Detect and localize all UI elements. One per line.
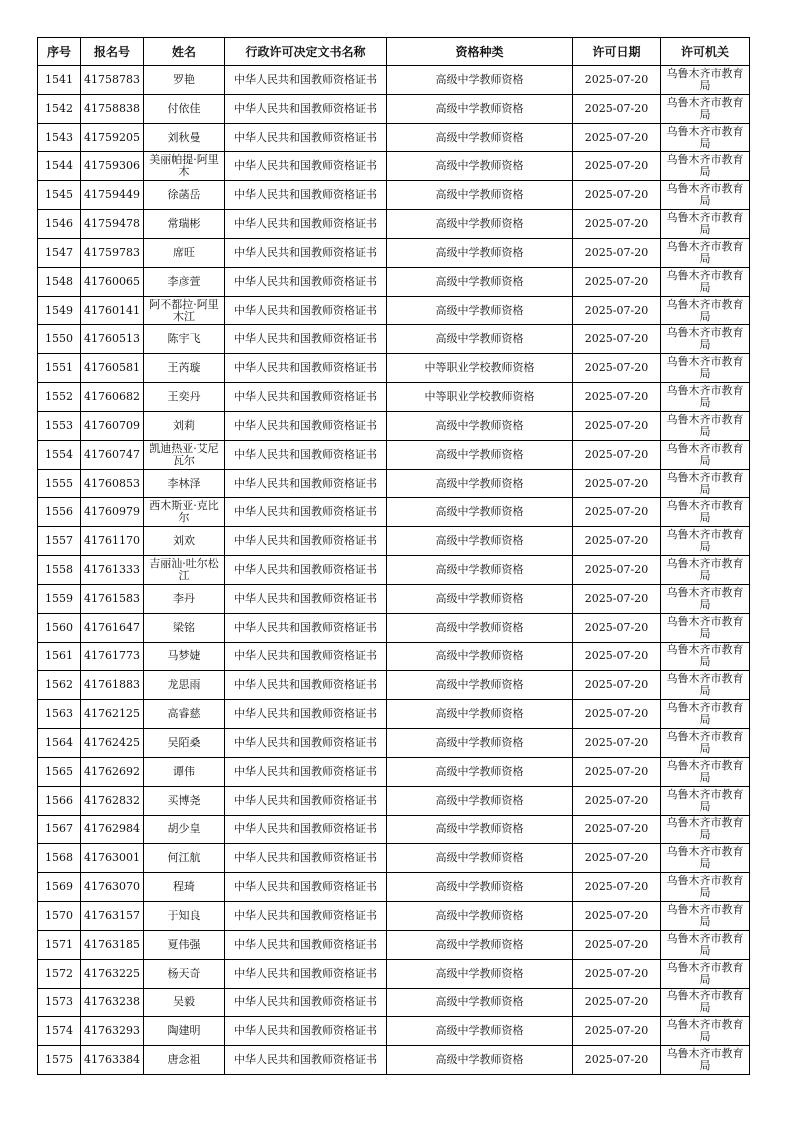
cell-registration-number: 41761170 [81,527,144,556]
cell-license-date: 2025-07-20 [573,815,661,844]
table-row [38,873,750,902]
cell-licensing-authority: 乌鲁木齐市教育局 [661,411,750,440]
cell-index: 1544 [38,152,81,181]
cell-name: 王芮璇 [144,354,225,383]
cell-name: 唐念祖 [144,1046,225,1075]
cell-registration-number: 41762984 [81,815,144,844]
cell-registration-number: 41762692 [81,757,144,786]
table-row [38,729,750,758]
cell-registration-number: 41760682 [81,383,144,412]
cell-licensing-authority: 乌鲁木齐市教育局 [661,613,750,642]
cell-license-date: 2025-07-20 [573,411,661,440]
cell-name: 美丽帕提·阿里木 [144,152,225,181]
cell-qualification-type: 高级中学教师资格 [387,902,573,931]
cell-index: 1551 [38,354,81,383]
cell-registration-number: 41759205 [81,123,144,152]
cell-licensing-authority: 乌鲁木齐市教育局 [661,152,750,181]
table-body [38,66,750,1075]
cell-license-date: 2025-07-20 [573,671,661,700]
table-row [38,94,750,123]
cell-document-name: 中华人民共和国教师资格证书 [225,440,387,469]
cell-licensing-authority: 乌鲁木齐市教育局 [661,238,750,267]
cell-license-date: 2025-07-20 [573,786,661,815]
cell-qualification-type: 高级中学教师资格 [387,556,573,585]
cell-name: 付依佳 [144,94,225,123]
cell-document-name: 中华人民共和国教师资格证书 [225,527,387,556]
cell-index: 1550 [38,325,81,354]
cell-qualification-type: 高级中学教师资格 [387,757,573,786]
cell-registration-number: 41761883 [81,671,144,700]
cell-qualification-type: 高级中学教师资格 [387,469,573,498]
cell-license-date: 2025-07-20 [573,642,661,671]
cell-qualification-type: 高级中学教师资格 [387,671,573,700]
cell-name: 陈宇飞 [144,325,225,354]
cell-licensing-authority: 乌鲁木齐市教育局 [661,1017,750,1046]
table-row [38,267,750,296]
cell-license-date: 2025-07-20 [573,930,661,959]
header-document-name: 行政许可决定文书名称 [225,38,387,66]
cell-registration-number: 41759783 [81,238,144,267]
table-row [38,354,750,383]
cell-name: 夏伟强 [144,930,225,959]
cell-index: 1565 [38,757,81,786]
cell-document-name: 中华人民共和国教师资格证书 [225,66,387,95]
cell-registration-number: 41760581 [81,354,144,383]
cell-licensing-authority: 乌鲁木齐市教育局 [661,700,750,729]
cell-index: 1555 [38,469,81,498]
cell-document-name: 中华人民共和国教师资格证书 [225,729,387,758]
cell-index: 1574 [38,1017,81,1046]
cell-license-date: 2025-07-20 [573,729,661,758]
table-row [38,296,750,325]
cell-registration-number: 41760513 [81,325,144,354]
cell-name: 吴毅 [144,988,225,1017]
cell-name: 陶建明 [144,1017,225,1046]
cell-document-name: 中华人民共和国教师资格证书 [225,1017,387,1046]
cell-index: 1556 [38,498,81,527]
table-row [38,671,750,700]
cell-document-name: 中华人民共和国教师资格证书 [225,210,387,239]
cell-license-date: 2025-07-20 [573,94,661,123]
cell-document-name: 中华人民共和国教师资格证书 [225,498,387,527]
cell-index: 1547 [38,238,81,267]
cell-registration-number: 41761647 [81,613,144,642]
cell-index: 1549 [38,296,81,325]
cell-registration-number: 41761583 [81,584,144,613]
cell-document-name: 中华人民共和国教师资格证书 [225,959,387,988]
cell-licensing-authority: 乌鲁木齐市教育局 [661,181,750,210]
cell-document-name: 中华人民共和国教师资格证书 [225,325,387,354]
cell-registration-number: 41763384 [81,1046,144,1075]
cell-license-date: 2025-07-20 [573,267,661,296]
cell-qualification-type: 高级中学教师资格 [387,181,573,210]
cell-qualification-type: 高级中学教师资格 [387,527,573,556]
cell-index: 1564 [38,729,81,758]
cell-licensing-authority: 乌鲁木齐市教育局 [661,66,750,95]
cell-licensing-authority: 乌鲁木齐市教育局 [661,354,750,383]
cell-qualification-type: 高级中学教师资格 [387,815,573,844]
table-row [38,584,750,613]
cell-document-name: 中华人民共和国教师资格证书 [225,296,387,325]
cell-name: 罗艳 [144,66,225,95]
table-row [38,469,750,498]
cell-name: 吉丽汕·吐尔松江 [144,556,225,585]
cell-index: 1541 [38,66,81,95]
cell-registration-number: 41763293 [81,1017,144,1046]
cell-name: 徐菡岳 [144,181,225,210]
cell-document-name: 中华人民共和国教师资格证书 [225,902,387,931]
cell-index: 1554 [38,440,81,469]
cell-licensing-authority: 乌鲁木齐市教育局 [661,469,750,498]
cell-registration-number: 41761773 [81,642,144,671]
cell-name: 胡少皇 [144,815,225,844]
cell-registration-number: 41762425 [81,729,144,758]
cell-index: 1563 [38,700,81,729]
cell-licensing-authority: 乌鲁木齐市教育局 [661,527,750,556]
cell-licensing-authority: 乌鲁木齐市教育局 [661,1046,750,1075]
cell-licensing-authority: 乌鲁木齐市教育局 [661,325,750,354]
cell-qualification-type: 高级中学教师资格 [387,988,573,1017]
cell-document-name: 中华人民共和国教师资格证书 [225,267,387,296]
cell-name: 阿不都拉·阿里木江 [144,296,225,325]
cell-name: 王奕丹 [144,383,225,412]
cell-licensing-authority: 乌鲁木齐市教育局 [661,729,750,758]
cell-licensing-authority: 乌鲁木齐市教育局 [661,498,750,527]
cell-name: 谭伟 [144,757,225,786]
cell-license-date: 2025-07-20 [573,498,661,527]
cell-index: 1542 [38,94,81,123]
cell-licensing-authority: 乌鲁木齐市教育局 [661,584,750,613]
cell-name: 马梦婕 [144,642,225,671]
table-row [38,1017,750,1046]
cell-license-date: 2025-07-20 [573,238,661,267]
cell-index: 1572 [38,959,81,988]
cell-qualification-type: 高级中学教师资格 [387,66,573,95]
table-row [38,152,750,181]
cell-licensing-authority: 乌鲁木齐市教育局 [661,296,750,325]
cell-qualification-type: 高级中学教师资格 [387,700,573,729]
table-row [38,786,750,815]
cell-document-name: 中华人民共和国教师资格证书 [225,700,387,729]
cell-name: 李丹 [144,584,225,613]
cell-index: 1557 [38,527,81,556]
license-table [37,37,750,1075]
cell-document-name: 中华人民共和国教师资格证书 [225,642,387,671]
table-row [38,642,750,671]
cell-license-date: 2025-07-20 [573,66,661,95]
cell-licensing-authority: 乌鲁木齐市教育局 [661,873,750,902]
cell-licensing-authority: 乌鲁木齐市教育局 [661,757,750,786]
cell-document-name: 中华人民共和国教师资格证书 [225,988,387,1017]
table-row [38,238,750,267]
cell-document-name: 中华人民共和国教师资格证书 [225,383,387,412]
cell-licensing-authority: 乌鲁木齐市教育局 [661,815,750,844]
cell-registration-number: 41760853 [81,469,144,498]
cell-document-name: 中华人民共和国教师资格证书 [225,556,387,585]
cell-license-date: 2025-07-20 [573,584,661,613]
cell-name: 何江航 [144,844,225,873]
cell-license-date: 2025-07-20 [573,325,661,354]
cell-registration-number: 41762832 [81,786,144,815]
table-row [38,527,750,556]
header-license-date: 许可日期 [573,38,661,66]
cell-document-name: 中华人民共和国教师资格证书 [225,815,387,844]
cell-document-name: 中华人民共和国教师资格证书 [225,844,387,873]
cell-licensing-authority: 乌鲁木齐市教育局 [661,642,750,671]
table-header-row [38,38,750,66]
cell-document-name: 中华人民共和国教师资格证书 [225,238,387,267]
cell-registration-number: 41763238 [81,988,144,1017]
cell-document-name: 中华人民共和国教师资格证书 [225,469,387,498]
cell-qualification-type: 高级中学教师资格 [387,584,573,613]
cell-qualification-type: 高级中学教师资格 [387,873,573,902]
cell-registration-number: 41763225 [81,959,144,988]
table-row [38,325,750,354]
cell-name: 常瑞彬 [144,210,225,239]
cell-index: 1552 [38,383,81,412]
cell-name: 买博尧 [144,786,225,815]
cell-qualification-type: 高级中学教师资格 [387,786,573,815]
cell-registration-number: 41760065 [81,267,144,296]
header-licensing-authority: 许可机关 [661,38,750,66]
cell-license-date: 2025-07-20 [573,152,661,181]
cell-registration-number: 41759449 [81,181,144,210]
cell-registration-number: 41758783 [81,66,144,95]
cell-name: 凯迪热亚·艾尼瓦尔 [144,440,225,469]
table-row [38,498,750,527]
cell-licensing-authority: 乌鲁木齐市教育局 [661,959,750,988]
cell-license-date: 2025-07-20 [573,527,661,556]
table-row [38,556,750,585]
header-name: 姓名 [144,38,225,66]
table-row [38,902,750,931]
cell-document-name: 中华人民共和国教师资格证书 [225,613,387,642]
cell-document-name: 中华人民共和国教师资格证书 [225,152,387,181]
table-row [38,210,750,239]
cell-license-date: 2025-07-20 [573,959,661,988]
cell-document-name: 中华人民共和国教师资格证书 [225,354,387,383]
cell-name: 李林泽 [144,469,225,498]
cell-licensing-authority: 乌鲁木齐市教育局 [661,440,750,469]
cell-index: 1543 [38,123,81,152]
cell-index: 1559 [38,584,81,613]
table-row [38,440,750,469]
cell-qualification-type: 高级中学教师资格 [387,440,573,469]
cell-name: 高睿慈 [144,700,225,729]
cell-index: 1566 [38,786,81,815]
table-row [38,411,750,440]
cell-licensing-authority: 乌鲁木齐市教育局 [661,988,750,1017]
cell-qualification-type: 高级中学教师资格 [387,844,573,873]
cell-registration-number: 41763001 [81,844,144,873]
cell-document-name: 中华人民共和国教师资格证书 [225,123,387,152]
table-row [38,181,750,210]
cell-index: 1553 [38,411,81,440]
cell-index: 1568 [38,844,81,873]
cell-licensing-authority: 乌鲁木齐市教育局 [661,94,750,123]
cell-qualification-type: 高级中学教师资格 [387,152,573,181]
cell-registration-number: 41760141 [81,296,144,325]
cell-document-name: 中华人民共和国教师资格证书 [225,1046,387,1075]
cell-license-date: 2025-07-20 [573,844,661,873]
cell-index: 1573 [38,988,81,1017]
table-row [38,66,750,95]
cell-registration-number: 41763185 [81,930,144,959]
cell-qualification-type: 高级中学教师资格 [387,94,573,123]
cell-license-date: 2025-07-20 [573,556,661,585]
table-row [38,757,750,786]
cell-index: 1561 [38,642,81,671]
cell-name: 刘莉 [144,411,225,440]
cell-license-date: 2025-07-20 [573,613,661,642]
cell-document-name: 中华人民共和国教师资格证书 [225,94,387,123]
cell-qualification-type: 中等职业学校教师资格 [387,354,573,383]
cell-licensing-authority: 乌鲁木齐市教育局 [661,844,750,873]
cell-license-date: 2025-07-20 [573,123,661,152]
cell-license-date: 2025-07-20 [573,873,661,902]
cell-name: 刘欢 [144,527,225,556]
cell-qualification-type: 高级中学教师资格 [387,498,573,527]
table-row [38,844,750,873]
cell-index: 1570 [38,902,81,931]
cell-index: 1560 [38,613,81,642]
table-row [38,700,750,729]
cell-index: 1548 [38,267,81,296]
cell-index: 1558 [38,556,81,585]
cell-qualification-type: 高级中学教师资格 [387,930,573,959]
table-row [38,930,750,959]
cell-index: 1545 [38,181,81,210]
table-row [38,383,750,412]
cell-license-date: 2025-07-20 [573,988,661,1017]
cell-index: 1571 [38,930,81,959]
cell-license-date: 2025-07-20 [573,1017,661,1046]
table-row [38,815,750,844]
cell-licensing-authority: 乌鲁木齐市教育局 [661,210,750,239]
cell-registration-number: 41760979 [81,498,144,527]
cell-document-name: 中华人民共和国教师资格证书 [225,411,387,440]
cell-qualification-type: 高级中学教师资格 [387,411,573,440]
cell-licensing-authority: 乌鲁木齐市教育局 [661,786,750,815]
cell-license-date: 2025-07-20 [573,354,661,383]
cell-name: 杨天奇 [144,959,225,988]
cell-licensing-authority: 乌鲁木齐市教育局 [661,902,750,931]
table-row [38,123,750,152]
cell-license-date: 2025-07-20 [573,902,661,931]
cell-registration-number: 41759306 [81,152,144,181]
cell-registration-number: 41760709 [81,411,144,440]
cell-registration-number: 41758838 [81,94,144,123]
table-row [38,1046,750,1075]
cell-index: 1569 [38,873,81,902]
cell-qualification-type: 高级中学教师资格 [387,123,573,152]
cell-document-name: 中华人民共和国教师资格证书 [225,930,387,959]
cell-registration-number: 41759478 [81,210,144,239]
header-index: 序号 [38,38,81,66]
cell-qualification-type: 高级中学教师资格 [387,642,573,671]
cell-qualification-type: 高级中学教师资格 [387,729,573,758]
cell-name: 梁铭 [144,613,225,642]
cell-name: 李彦萱 [144,267,225,296]
table-row [38,613,750,642]
cell-license-date: 2025-07-20 [573,1046,661,1075]
cell-license-date: 2025-07-20 [573,181,661,210]
cell-index: 1575 [38,1046,81,1075]
cell-index: 1567 [38,815,81,844]
cell-registration-number: 41763157 [81,902,144,931]
cell-document-name: 中华人民共和国教师资格证书 [225,873,387,902]
cell-licensing-authority: 乌鲁木齐市教育局 [661,383,750,412]
table-row [38,988,750,1017]
cell-name: 吴陌桑 [144,729,225,758]
cell-license-date: 2025-07-20 [573,469,661,498]
cell-name: 程琦 [144,873,225,902]
cell-registration-number: 41762125 [81,700,144,729]
cell-index: 1562 [38,671,81,700]
cell-licensing-authority: 乌鲁木齐市教育局 [661,671,750,700]
cell-license-date: 2025-07-20 [573,440,661,469]
cell-licensing-authority: 乌鲁木齐市教育局 [661,267,750,296]
cell-document-name: 中华人民共和国教师资格证书 [225,584,387,613]
cell-registration-number: 41761333 [81,556,144,585]
cell-name: 刘秋曼 [144,123,225,152]
cell-document-name: 中华人民共和国教师资格证书 [225,757,387,786]
cell-license-date: 2025-07-20 [573,383,661,412]
table-row [38,959,750,988]
cell-license-date: 2025-07-20 [573,210,661,239]
cell-name: 于知良 [144,902,225,931]
cell-license-date: 2025-07-20 [573,700,661,729]
cell-document-name: 中华人民共和国教师资格证书 [225,786,387,815]
cell-license-date: 2025-07-20 [573,296,661,325]
cell-name: 龙思雨 [144,671,225,700]
cell-qualification-type: 高级中学教师资格 [387,959,573,988]
cell-qualification-type: 高级中学教师资格 [387,1017,573,1046]
cell-qualification-type: 高级中学教师资格 [387,325,573,354]
cell-index: 1546 [38,210,81,239]
cell-name: 西木斯亚·克比尔 [144,498,225,527]
cell-licensing-authority: 乌鲁木齐市教育局 [661,556,750,585]
header-registration-number: 报名号 [81,38,144,66]
cell-qualification-type: 高级中学教师资格 [387,267,573,296]
cell-license-date: 2025-07-20 [573,757,661,786]
cell-document-name: 中华人民共和国教师资格证书 [225,671,387,700]
cell-qualification-type: 高级中学教师资格 [387,1046,573,1075]
cell-licensing-authority: 乌鲁木齐市教育局 [661,930,750,959]
cell-document-name: 中华人民共和国教师资格证书 [225,181,387,210]
cell-registration-number: 41763070 [81,873,144,902]
cell-name: 席旺 [144,238,225,267]
cell-licensing-authority: 乌鲁木齐市教育局 [661,123,750,152]
header-qualification-type: 资格种类 [387,38,573,66]
cell-qualification-type: 高级中学教师资格 [387,296,573,325]
cell-qualification-type: 高级中学教师资格 [387,613,573,642]
cell-qualification-type: 高级中学教师资格 [387,210,573,239]
cell-qualification-type: 中等职业学校教师资格 [387,383,573,412]
cell-registration-number: 41760747 [81,440,144,469]
cell-qualification-type: 高级中学教师资格 [387,238,573,267]
